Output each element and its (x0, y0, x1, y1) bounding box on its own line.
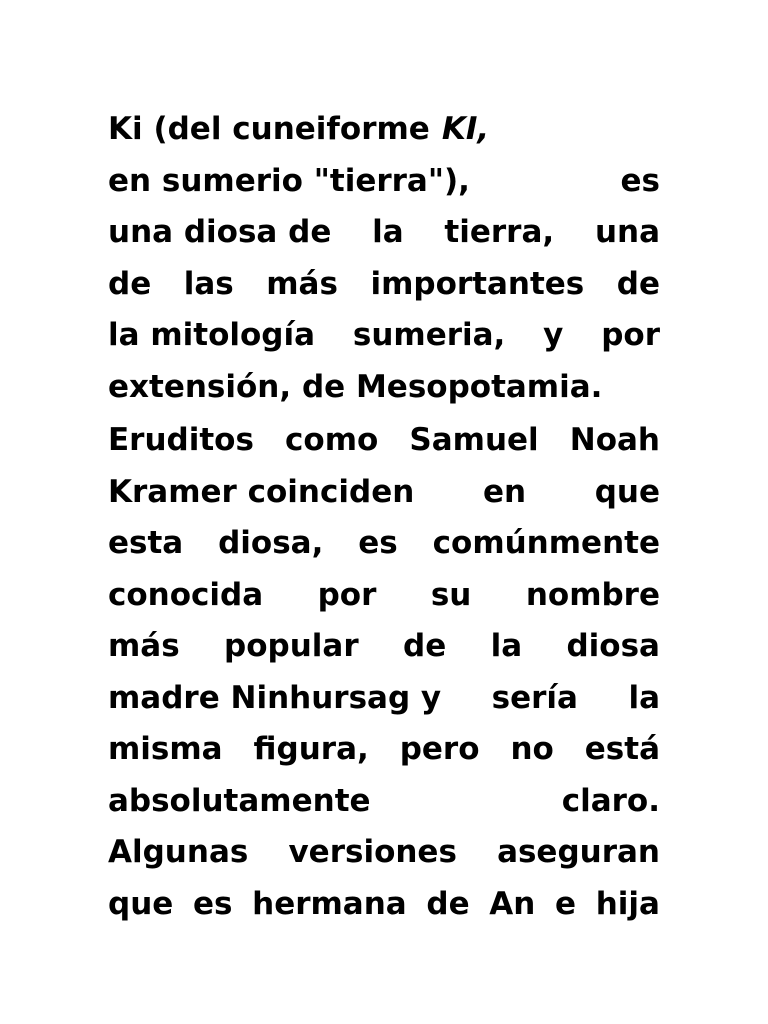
paragraph-1 (108, 104, 660, 413)
text-segment: la mitología (108, 317, 316, 353)
text-segment: misma (108, 731, 223, 767)
text-segment: que (594, 473, 660, 510)
text-segment: An (489, 885, 536, 922)
paragraph-2 (108, 415, 660, 930)
text-segment: versiones (288, 834, 457, 870)
text-segment: de (616, 265, 660, 302)
text-line (108, 518, 660, 570)
text-segment: figura, (253, 731, 369, 767)
text-segment: diosa, (218, 525, 324, 561)
text-segment: de (403, 628, 447, 664)
text-line (108, 310, 660, 362)
text-segment: más (266, 265, 338, 302)
text-segment: y (543, 317, 564, 353)
text-segment: por (601, 317, 660, 353)
text-segment: conocida (108, 576, 264, 613)
text-segment: su (430, 576, 472, 613)
text-segment: hija (595, 885, 660, 922)
text-segment: como (285, 422, 379, 458)
text-segment: por (317, 576, 377, 613)
text-segment: es (192, 885, 233, 922)
text-segment: es (358, 525, 398, 561)
text-segment: Samuel (409, 422, 539, 458)
text-line (108, 570, 660, 622)
text-segment: la (372, 214, 404, 250)
text-segment: nombre (525, 576, 660, 613)
text-segment: está (584, 731, 660, 767)
text-line (108, 467, 660, 519)
text-segment: madre Ninhursag y (108, 679, 442, 716)
text-line (108, 104, 660, 156)
text-line (108, 827, 660, 879)
text-segment: diosa (566, 628, 660, 664)
text-line (108, 207, 660, 259)
text-segment: la (628, 679, 660, 716)
text-segment: Kramer coinciden (108, 473, 415, 510)
text-segment: sería (491, 679, 578, 716)
text-line (108, 776, 660, 828)
text-segment: hermana (252, 885, 407, 922)
text-line (108, 415, 660, 467)
text-segment: importantes (370, 265, 585, 302)
text-segment: las (183, 265, 234, 302)
text-line (108, 621, 660, 673)
text-segment: claro. (561, 782, 660, 819)
text-line (108, 879, 660, 931)
text-segment: en sumerio "tierra"), (108, 162, 470, 199)
text-line (108, 259, 660, 311)
text-segment: aseguran (497, 834, 660, 870)
text-segment: sumeria, (352, 317, 506, 353)
text-segment: Noah (569, 422, 660, 458)
text-segment: e (555, 885, 577, 922)
text-segment: Algunas (108, 834, 249, 870)
text-line (108, 362, 660, 414)
text-segment: absolutamente (108, 782, 371, 819)
text-segment: es (620, 162, 660, 199)
text-segment: tierra, (444, 214, 555, 250)
text-segment: una (594, 214, 660, 250)
text-segment: extensión, de Mesopotamia. (108, 368, 603, 405)
text-segment: Eruditos (108, 422, 254, 458)
text-segment: pero (399, 731, 480, 767)
text-segment: esta (108, 525, 184, 561)
text-segment: Ki (del cuneiforme (108, 111, 430, 147)
text-line (108, 673, 660, 725)
text-segment: de (426, 885, 470, 922)
text-segment: la (490, 628, 523, 664)
text-segment: comúnmente (432, 525, 660, 561)
text-line (108, 156, 660, 208)
text-segment: más (108, 628, 180, 664)
text-segment: que (108, 885, 174, 922)
text-segment: popular (224, 628, 359, 664)
text-segment: una diosa de (108, 214, 332, 250)
text-segment: en (482, 473, 527, 510)
text-segment: de (108, 265, 152, 302)
text-segment: no (510, 731, 554, 767)
text-line (108, 724, 660, 776)
text-segment: KI, (441, 111, 490, 147)
